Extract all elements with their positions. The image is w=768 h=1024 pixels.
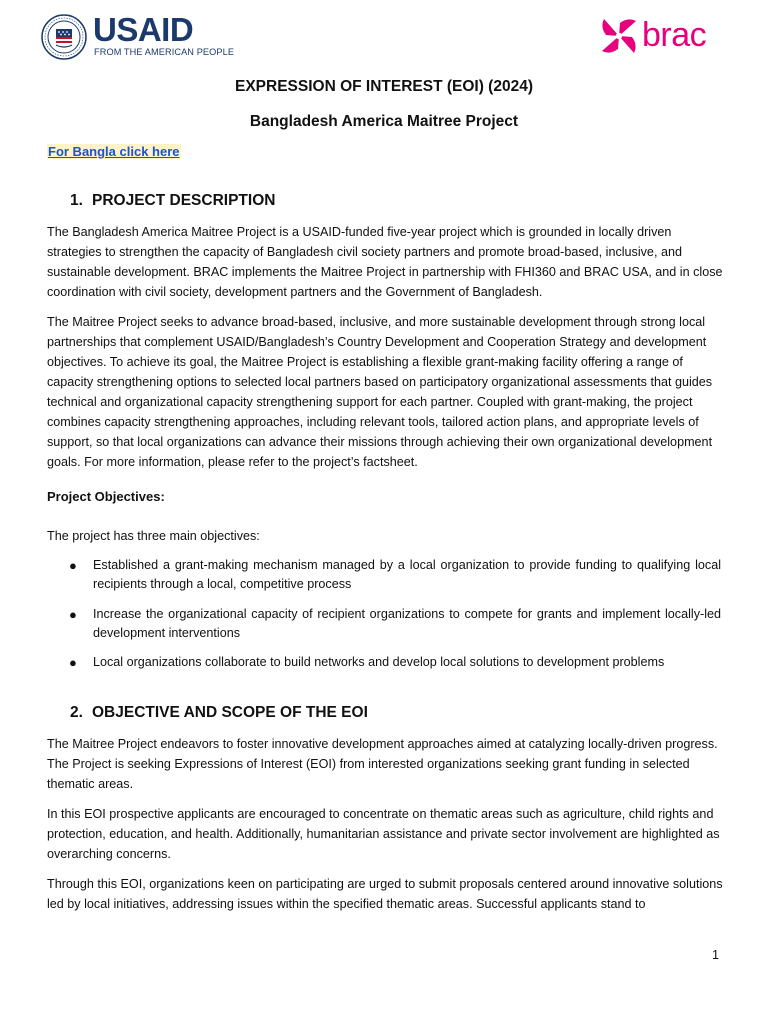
brac-logo: [598, 14, 723, 60]
bullet-icon: ●: [69, 558, 77, 573]
usaid-seal-icon: [41, 14, 87, 60]
usaid-logo: [41, 11, 235, 60]
objectives-heading: Project Objectives:: [47, 489, 165, 504]
list-item-text: Local organizations collaborate to build networks and develop local solutions to development problems: [93, 655, 665, 669]
usaid-wordmark: USAID: [93, 11, 194, 48]
bullet-icon: ●: [69, 607, 77, 622]
bullet-icon: ●: [69, 655, 77, 670]
document-title: EXPRESSION OF INTEREST (EOI) (2024): [234, 78, 533, 95]
list-item: [47, 605, 721, 643]
list-item: [47, 556, 721, 594]
document-subtitle: Bangladesh America Maitree Project: [249, 113, 519, 130]
paragraph: The Maitree Project endeavors to foster innovative development approaches aimed at catalyzing locally-driven progress. The Project is seeking Expressions of Interest (EOI) from interested organizations seeking grant funding in selected thematic areas.: [47, 737, 718, 791]
section-number: 2.: [70, 704, 83, 721]
section-number: 1.: [70, 192, 83, 209]
section-heading-objective-scope: [70, 704, 368, 722]
paragraph: The Maitree Project seeks to advance broad-based, inclusive, and more sustainable development through strong local partnerships that complement USAID/Bangladesh’s Country Development and Cooperation Strategy and development objectives. To achieve its goal, the Maitree Project is establishing a flexible grant-making facility offering a range of capacity strengthening options to selected local partners based on participatory organizational assessments that guides technical and organizational capacity strengthening support for each partner. Coupled with grant-making, the project combines capacity strengthening approaches, including relevant tools, tailored action plans, and appropriate levels of support, so that local organizations can advance their missions through achieving their own organizational development goals. For more information, please refer to the project’s factsheet.: [47, 315, 713, 469]
section-heading-text: PROJECT DESCRIPTION: [92, 192, 276, 209]
section-heading-text: OBJECTIVE AND SCOPE OF THE EOI: [92, 704, 368, 721]
paragraph: The Bangladesh America Maitree Project is a USAID-funded five-year project which is grounded in locally driven strategies to strengthen the capacity of Bangladesh civil society partners and promote broad-based, inclusive, and sustainable development. BRAC implements the Maitree Project in partnership with FHI360 and BRAC USA, and in close coordination with civil society, development partners and the Government of Bangladesh.: [47, 225, 723, 299]
section-heading-project-description: [70, 192, 275, 210]
list-item-text: Established a grant-making mechanism managed by a local organization to provide funding to qualifying local recipients through a local, competitive process: [93, 558, 721, 591]
page-header: [0, 0, 768, 70]
list-item-text: Increase the organizational capacity of recipient organizations to compete for grants and implement locally-led development interventions: [93, 607, 721, 640]
bangla-link[interactable]: For Bangla click here: [48, 144, 180, 159]
list-item: [47, 653, 721, 672]
paragraph: In this EOI prospective applicants are encouraged to concentrate on thematic areas such as agriculture, child rights and protection, education, and health. Additionally, humanitarian assistance and private sector involvement are highlighted as overarching concerns.: [47, 807, 720, 861]
usaid-tagline: FROM THE AMERICAN PEOPLE: [94, 47, 235, 57]
objectives-list: [47, 556, 721, 683]
paragraph: Through this EOI, organizations keen on participating are urged to submit proposals centered around innovative solutions led by local initiatives, addressing issues within the specified thematic areas. Successful applicants stand to: [47, 877, 723, 911]
page-number: 1: [712, 948, 720, 962]
brac-pinwheel-icon: [598, 15, 640, 57]
objectives-intro: The project has three main objectives:: [47, 529, 260, 543]
brac-wordmark: brac: [642, 16, 707, 54]
